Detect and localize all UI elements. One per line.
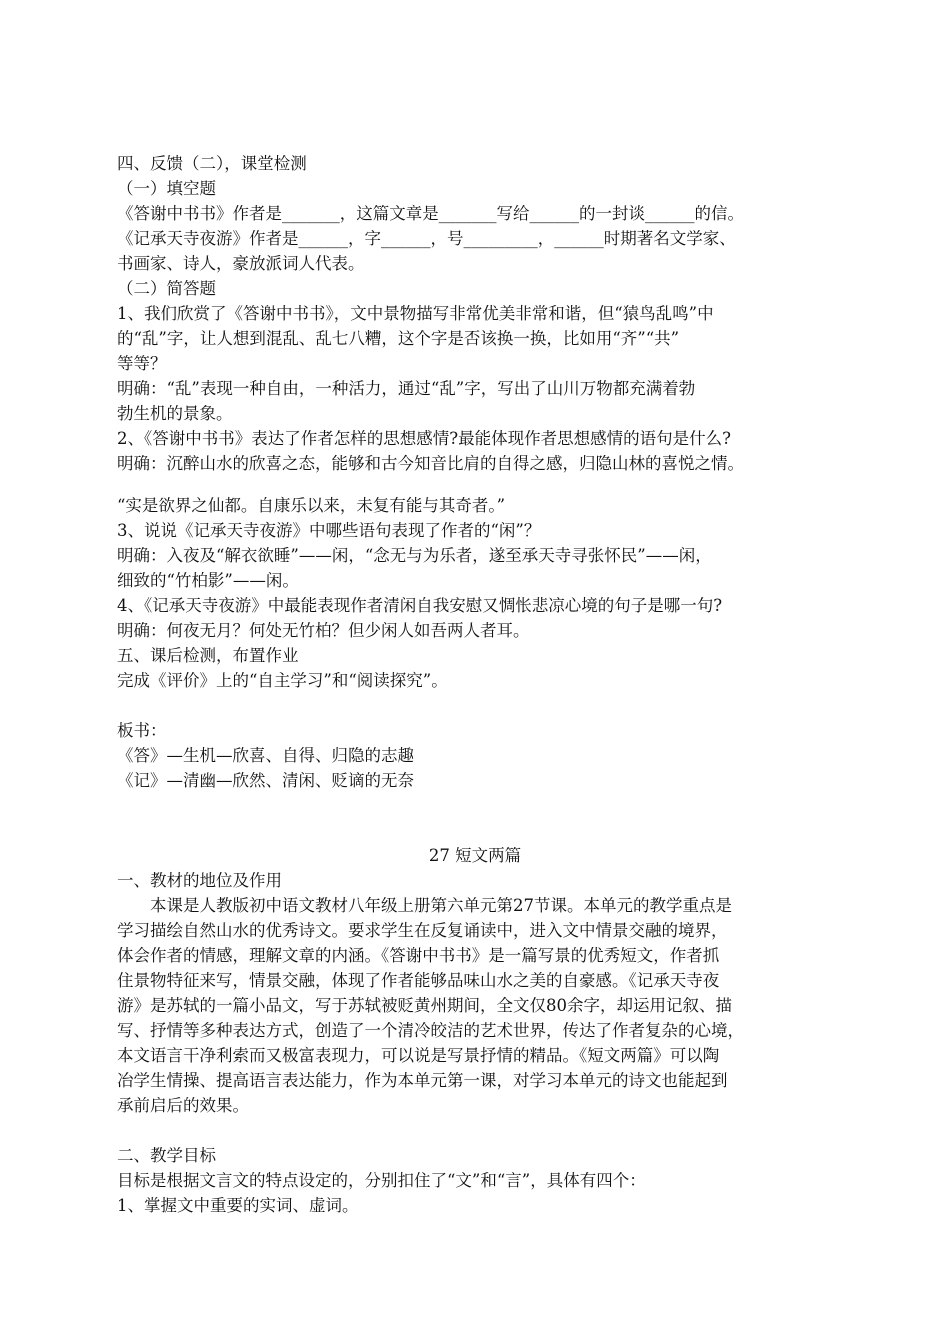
homework-text: 完成《评价》上的“自主学习”和“阅读探究”。 (117, 671, 448, 690)
section4-heading: 四、反馈（二），课堂检测 (117, 154, 307, 173)
question-2: 2、《答谢中书书》表达了作者怎样的思想感情?最能体现作者思想感情的语句是什么? (117, 429, 731, 448)
paragraph-line-1: 本课是人教版初中语文教材八年级上册第六单元第27节课。本单元的教学重点是 (150, 896, 732, 915)
short-answer-heading: （二）简答题 (117, 279, 216, 298)
answer-3: 明确：入夜及“解衣欲睡”——闲，“念无与为乐者，遂至承天寺寻张怀民”——闲， (117, 546, 712, 565)
paragraph-line-4: 住景物特征来写，情景交融，体现了作者能够品味山水之美的自豪感。《记承天寺夜 (117, 971, 720, 990)
goals-intro: 目标是根据文言文的特点设定的，分别扣住了“文”和“言”，具体有四个： (117, 1171, 646, 1190)
answer-3-cont: 细致的“竹柏影”——闲。 (117, 571, 299, 590)
fill-question-1: 《答谢中书书》作者是_______，这篇文章是_______写给______的一封谈______的信。 (117, 204, 744, 223)
question-1-cont: 的“乱”字，让人想到混乱、乱七八糟，这个字是否该换一换，比如用“齐”“共” (117, 329, 680, 348)
paragraph-line-8: 冶学生情操、提高语言表达能力，作为本单元第一课，对学习本单元的诗文也能起到 (117, 1071, 728, 1090)
heading-teaching-goals: 二、教学目标 (117, 1146, 216, 1165)
answer-2: 明确：沉醉山水的欣喜之态，能够和古今知音比肩的自得之感，归隐山林的喜悦之情。 (117, 454, 744, 473)
paragraph-line-7: 本文语言干净利索而又极富表现力，可以说是写景抒情的精品。《短文两篇》可以陶 (117, 1046, 720, 1065)
question-1: 1、我们欣赏了《答谢中书书》，文中景物描写非常优美非常和谐，但“猿鸟乱鸣”中 (117, 304, 714, 323)
question-4: 4、《记承天寺夜游》中最能表现作者清闲自我安慰又惆怅悲凉心境的句子是哪一句? (117, 596, 723, 615)
question-1-end: 等等？ (117, 354, 167, 373)
fill-heading: （一）填空题 (117, 179, 216, 198)
paragraph-line-6: 写、抒情等多种表达方式，创造了一个清冷皎洁的艺术世界，传达了作者复杂的心境， (117, 1021, 744, 1040)
section5-heading: 五、课后检测，布置作业 (117, 646, 299, 665)
lesson-title: 27 短文两篇 (428, 846, 522, 865)
board-label: 板书： (117, 721, 167, 740)
question-3: 3、说说《记承天寺夜游》中哪些语句表现了作者的“闲”？ (117, 521, 541, 540)
paragraph-line-5: 游》是苏轼的一篇小品文，写于苏轼被贬黄州期间，全文仅80余字，却运用记叙、描 (117, 996, 732, 1015)
fill-question-2: 《记承天寺夜游》作者是______，字______，号_________，______时期著名文学家、 (117, 229, 736, 248)
answer-2-quote: “实是欲界之仙都。自康乐以来，未复有能与其奇者。” (117, 496, 506, 515)
answer-1: 明确：“乱”表现一种自由，一种活力，通过“乱”字，写出了山川万物都充满着勃 (117, 379, 696, 398)
fill-question-2-cont: 书画家、诗人，豪放派词人代表。 (117, 254, 365, 273)
answer-1-cont: 勃生机的景象。 (117, 404, 233, 423)
paragraph-line-3: 体会作者的情感，理解文章的内涵。《答谢中书书》是一篇写景的优秀短文，作者抓 (117, 946, 720, 965)
board-line-1: 《答》—生机—欣喜、自得、归隐的志趣 (117, 746, 414, 765)
paragraph-line-9: 承前启后的效果。 (117, 1096, 249, 1115)
answer-4: 明确：何夜无月？何处无竹柏？但少闲人如吾两人者耳。 (117, 621, 530, 640)
board-line-2: 《记》—清幽—欣然、清闲、贬谪的无奈 (117, 771, 414, 790)
paragraph-line-2: 学习描绘自然山水的优秀诗文。要求学生在反复诵读中，进入文中情景交融的境界， (117, 921, 728, 940)
heading-textbook-role: 一、教材的地位及作用 (117, 871, 282, 890)
goal-1: 1、掌握文中重要的实词、虚词。 (117, 1196, 359, 1215)
